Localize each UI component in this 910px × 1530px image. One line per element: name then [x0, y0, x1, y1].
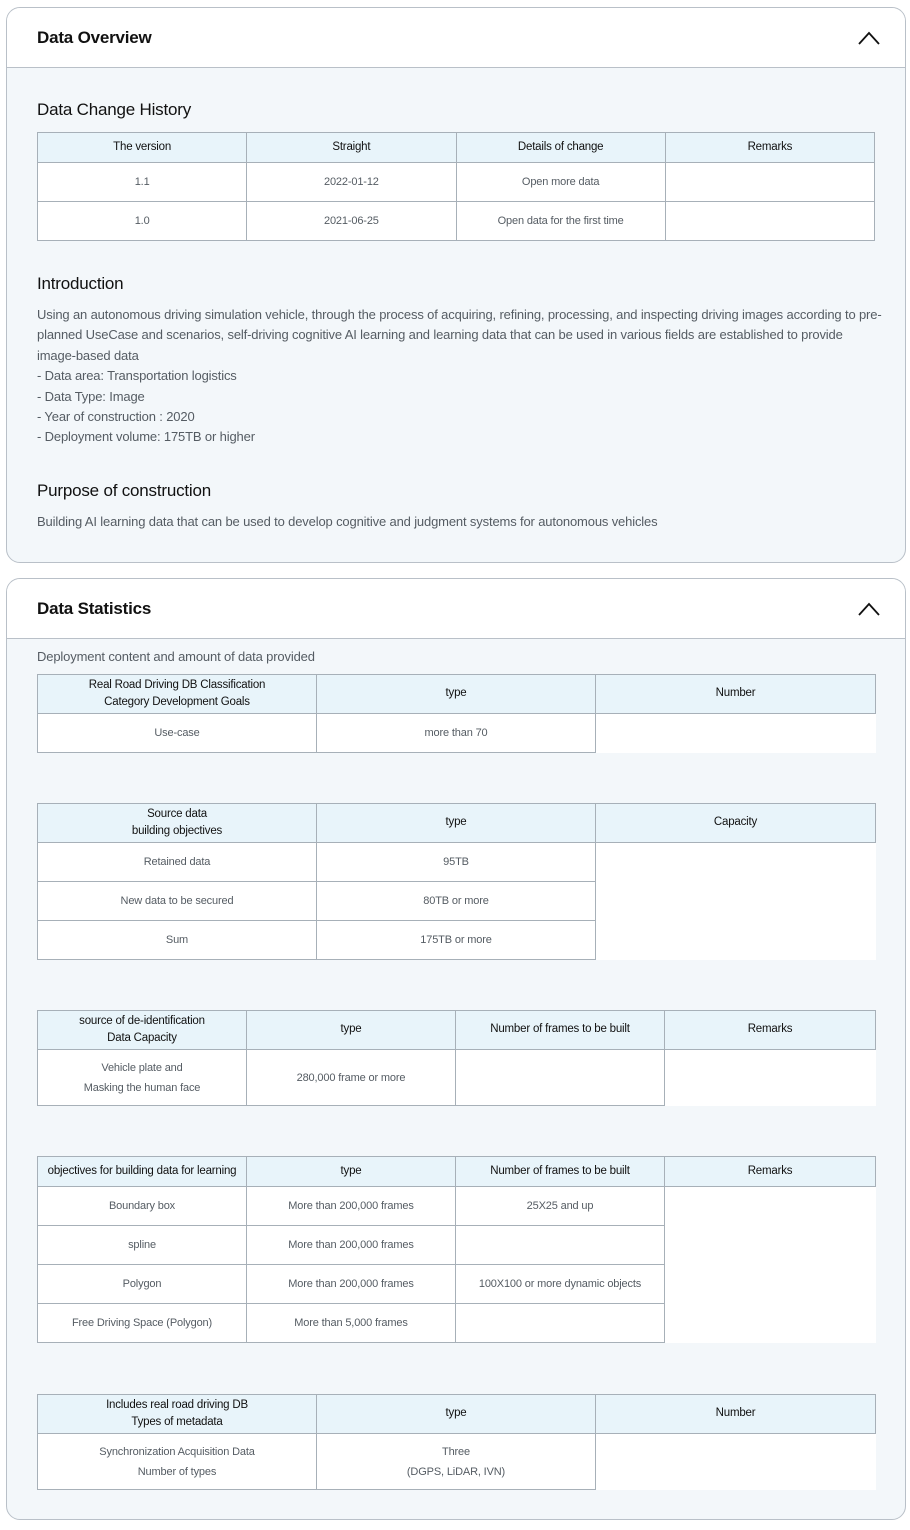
data-statistics-header[interactable] [7, 579, 905, 639]
table-row [38, 163, 875, 202]
table-row [38, 843, 876, 882]
change-history-title: Data Change History [37, 100, 191, 119]
column-header: Capacity [596, 804, 876, 843]
de-identification-table [37, 1010, 876, 1106]
version-cell: 1.0 [38, 202, 247, 241]
remarks-cell [665, 163, 874, 202]
cell-line: Vehicle plate and [101, 1061, 183, 1074]
panel-title: Data Statistics [37, 598, 152, 618]
column-header [38, 675, 317, 714]
objective-cell: Retained data [38, 843, 317, 882]
column-header: The version [38, 133, 247, 163]
metadata-cell [38, 1434, 317, 1490]
column-header: objectives for building data for learning [38, 1157, 247, 1187]
column-header: type [247, 1157, 456, 1187]
metadata-types-table [37, 1394, 876, 1490]
introduction-bullet: - Year of construction : 2020 [37, 409, 195, 425]
date-cell: 2021-06-25 [247, 202, 456, 241]
classification-table [37, 674, 876, 753]
date-cell: 2022-01-12 [247, 163, 456, 202]
column-header [38, 1011, 247, 1050]
objective-cell: Boundary box [38, 1187, 247, 1226]
type-cell: 175TB or more [317, 921, 596, 960]
cell-line: Synchronization Acquisition Data [99, 1445, 255, 1458]
objective-cell: Polygon [38, 1265, 247, 1304]
column-header: Number [596, 1395, 876, 1434]
column-header: Straight [247, 133, 456, 163]
frames-cell [456, 1226, 665, 1265]
type-cell: 80TB or more [317, 882, 596, 921]
type-cell: More than 200,000 frames [247, 1187, 456, 1226]
column-header [38, 1395, 317, 1434]
data-overview-header[interactable] [7, 8, 905, 68]
header-line: building objectives [131, 825, 223, 837]
column-header: type [317, 804, 596, 843]
introduction-bullet: - Data area: Transportation logistics [37, 368, 237, 384]
type-cell: 95TB [317, 843, 596, 882]
change-history-table [37, 132, 875, 241]
header-line: Includes real road driving DB [106, 1398, 248, 1411]
column-header: Remarks [665, 1157, 876, 1187]
frames-cell: 100X100 or more dynamic objects [456, 1265, 665, 1304]
capacity-cell [596, 843, 876, 960]
table-row [38, 1434, 876, 1490]
header-line: Data Capacity [107, 1032, 177, 1044]
category-cell: Use-case [38, 714, 317, 753]
header-line: Source data [147, 807, 207, 820]
type-cell: 280,000 frame or more [247, 1050, 456, 1106]
header-line: source of de-identification [79, 1014, 205, 1027]
chevron-up-icon[interactable] [855, 595, 883, 623]
type-cell: More than 200,000 frames [247, 1226, 456, 1265]
data-statistics-panel [6, 578, 906, 1520]
cell-line: Three [442, 1445, 470, 1458]
table-row [38, 1050, 876, 1106]
column-header: Number of frames to be built [456, 1011, 665, 1050]
column-header: type [317, 1395, 596, 1434]
column-header: Number of frames to be built [456, 1157, 665, 1187]
cell-line: Number of types [137, 1465, 217, 1478]
learning-objectives-table [37, 1156, 876, 1343]
remarks-cell [665, 202, 874, 241]
introduction-title: Introduction [37, 274, 124, 293]
chevron-up-icon[interactable] [855, 24, 883, 52]
objective-cell: spline [38, 1226, 247, 1265]
header-line: Category Development Goals [104, 696, 250, 708]
column-header: type [247, 1011, 456, 1050]
introduction-bullet: - Data Type: Image [37, 388, 145, 404]
frames-cell [456, 1304, 665, 1343]
header-line: Types of metadata [131, 1416, 223, 1428]
column-header: Remarks [665, 1011, 876, 1050]
statistics-caption: Deployment content and amount of data provided [37, 649, 315, 664]
cell-line: (DGPS, LiDAR, IVN) [406, 1465, 506, 1478]
objective-cell: New data to be secured [38, 882, 317, 921]
header-line: Real Road Driving DB Classification [88, 678, 266, 691]
type-cell: More than 200,000 frames [247, 1265, 456, 1304]
type-cell: More than 5,000 frames [247, 1304, 456, 1343]
column-header: Number [596, 675, 876, 714]
introduction-bullet: - Deployment volume: 175TB or higher [37, 429, 255, 445]
table-row [38, 1187, 876, 1226]
purpose-title: Purpose of construction [37, 481, 211, 500]
remarks-cell [665, 1187, 876, 1343]
type-cell [317, 1434, 596, 1490]
introduction-text [37, 305, 882, 448]
purpose-text: Building AI learning data that can be used to develop cognitive and judgment systems for autonomous vehicles [37, 514, 658, 529]
source-data-table [37, 803, 876, 960]
panel-title: Data Overview [37, 27, 152, 47]
cell-line: Masking the human face [83, 1081, 201, 1094]
frames-cell [456, 1050, 665, 1106]
number-cell [596, 1434, 876, 1490]
column-header: type [317, 675, 596, 714]
type-cell: more than 70 [317, 714, 596, 753]
table-row [38, 714, 876, 753]
objective-cell: Free Driving Space (Polygon) [38, 1304, 247, 1343]
details-cell: Open more data [456, 163, 665, 202]
remarks-cell [665, 1050, 876, 1106]
column-header [38, 804, 317, 843]
frames-cell: 25X25 and up [456, 1187, 665, 1226]
details-cell: Open data for the first time [456, 202, 665, 241]
version-cell: 1.1 [38, 163, 247, 202]
introduction-paragraph: Using an autonomous driving simulation vehicle, through the process of acquiring, refining, processing, and inspecting driving images according to pre-planned UseCase and scenarios, self-driving cognitive AI learning and learning data that can be used in various fields are established to provide image-based data [37, 307, 882, 363]
number-cell [596, 714, 876, 753]
objective-cell: Sum [38, 921, 317, 960]
table-row [38, 202, 875, 241]
data-overview-panel [6, 7, 906, 563]
column-header: Remarks [665, 133, 874, 163]
column-header: Details of change [456, 133, 665, 163]
source-cell [38, 1050, 247, 1106]
